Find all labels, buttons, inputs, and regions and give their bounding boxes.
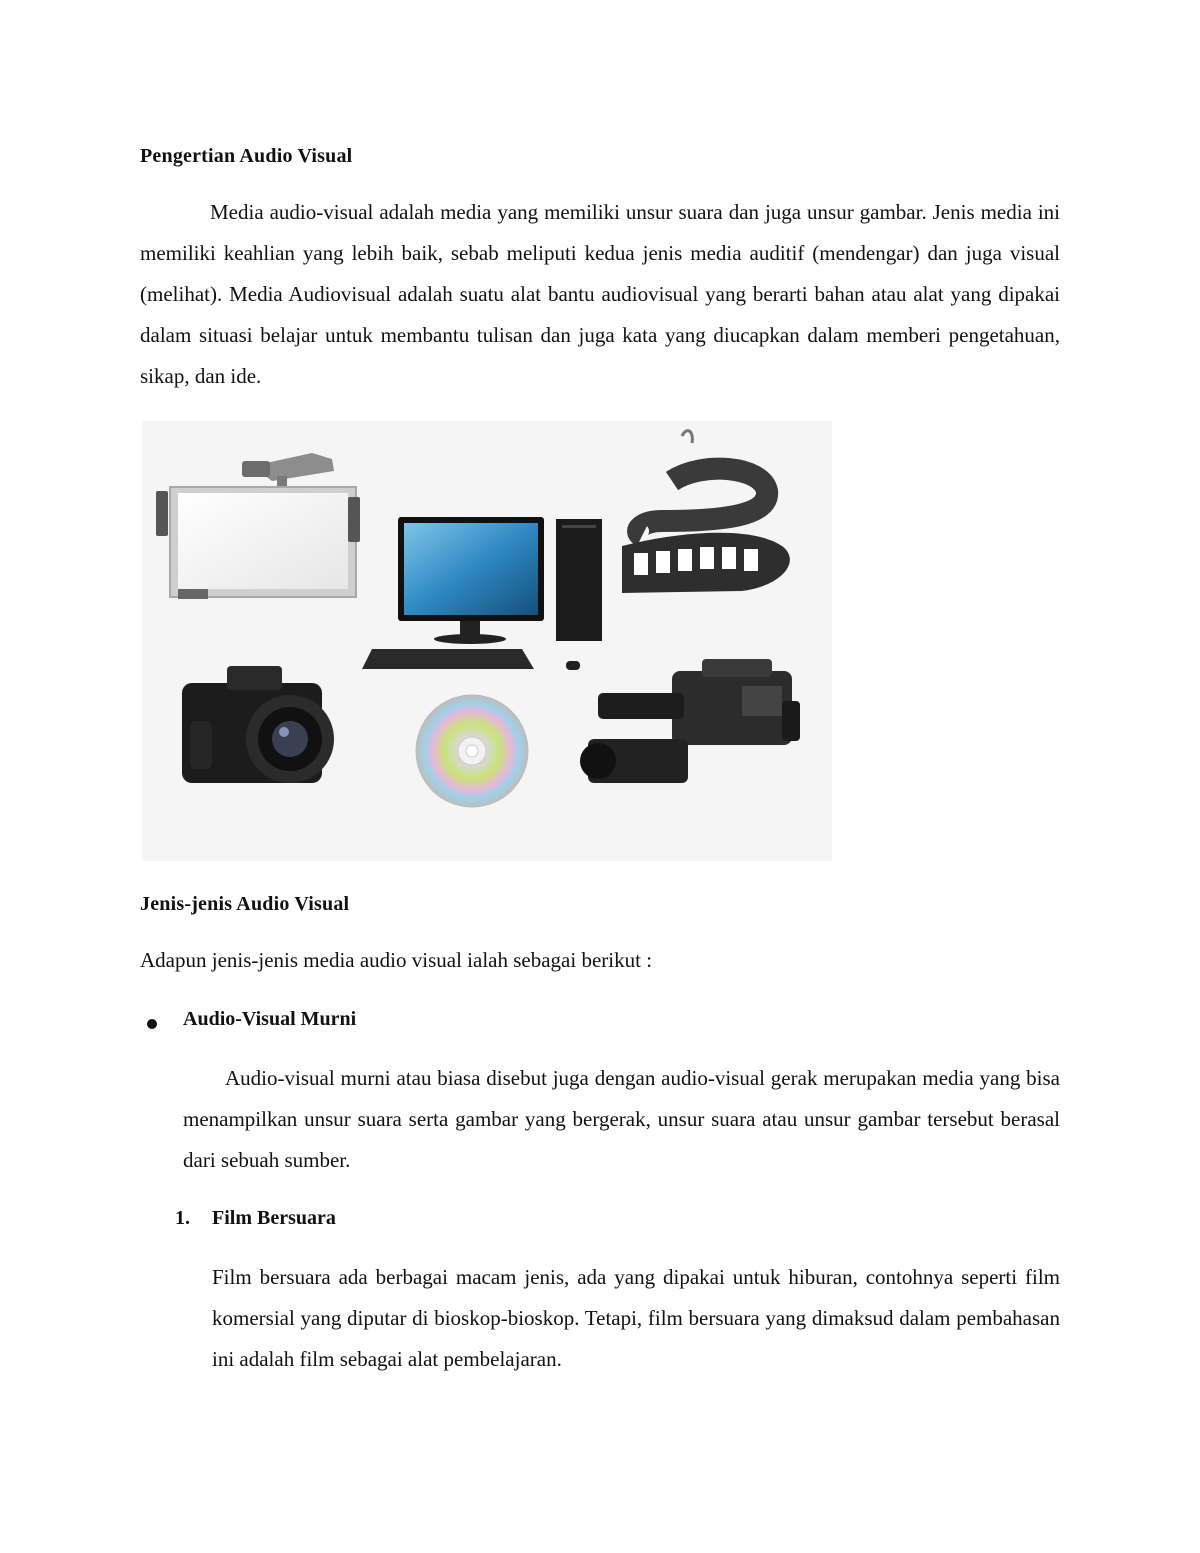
section-heading-jenis: Jenis-jenis Audio Visual xyxy=(140,893,350,915)
bullet-item-audio-visual-murni xyxy=(140,1008,1060,1038)
bullet-icon xyxy=(147,1019,157,1029)
section-heading-pengertian: Pengertian Audio Visual xyxy=(140,145,353,167)
compact-disc-icon xyxy=(416,695,528,807)
bullet-title: Audio-Visual Murni xyxy=(183,1008,357,1030)
audio-visual-media-illustration xyxy=(142,421,832,861)
paragraph-film-bersuara: Film bersuara ada berbagai macam jenis, ada yang dipakai untuk hiburan, contohnya seperti film komersial yang diputar di bioskop-bioskop. Tetapi, film bersuara yang dimaksud dalam pembahasan ini adalah film sebagai alat pembelajaran. xyxy=(212,1265,1060,1371)
dslr-camera-icon xyxy=(182,666,334,783)
paragraph-jenis-intro: Adapun jenis-jenis media audio visual ialah sebagai berikut : xyxy=(140,948,653,972)
list-number: 1. xyxy=(175,1207,190,1229)
numbered-item-title: Film Bersuara xyxy=(212,1207,336,1229)
paragraph-audio-visual-murni: Audio-visual murni atau biasa disebut juga dengan audio-visual gerak merupakan media yang bisa menampilkan unsur suara serta gambar yang bergerak, unsur suara atau unsur gambar tersebut berasal dari sebuah sumber. xyxy=(183,1066,1060,1172)
paragraph-pengertian: Media audio-visual adalah media yang memiliki unsur suara dan juga unsur gambar. Jenis media ini memiliki keahlian yang lebih baik, sebab meliputi kedua jenis media auditif (mendengar) dan juga visual (melihat). Media Audiovisual adalah suatu alat bantu audiovisual yang berarti bahan atau alat yang dipakai dalam situasi belajar untuk membantu tulisan dan juga kata yang diucapkan dalam memberi pengetahuan, sikap, dan ide. xyxy=(140,200,1060,388)
